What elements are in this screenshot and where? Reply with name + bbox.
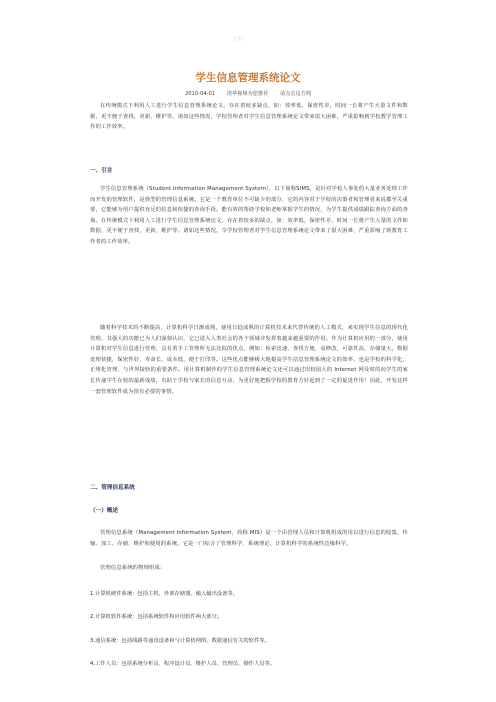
section2-paragraph-2: 管理信息系统的物理组成： (100, 565, 166, 571)
section2-para1-block (90, 528, 408, 549)
section1-paragraph-1: 学生信息管理系统（Student Information Management System），以下简称SIMS，是针对学校人事处的大量业务处理工作而开发的管理软件，是典型的管理信息系统。它是一个教育单位不可缺少的部分，它的内容对于学校的决策者和管理者来说都至关重要，它能够为用户提供充足的信息和快捷的查询手段。能有效的帮助学校和老师掌握学生的情况，为学生提供成绩跟踪查询方面的查询。在传统模式下利用人工进行学生信息管理系统论文，存在着较多的缺点，如：效率低，保密性差，时间一长将产生大量的文件和数据，更不便于查找，更新，维护等。诸如这些情况，令学校管理者对学生信息管理系统论文带来了很大困难，严重影响了到教育工作者的工作效率。 (90, 186, 408, 245)
list-item: 1.计算机硬件系统：包括主机、外部存储器、输入输出设备等。 (90, 591, 239, 597)
list-item: 3.通信系统：包括线路等通讯设备和与计算机网络、数据通信有关的软件等。 (90, 638, 270, 644)
intro-paragraph: 在传统模式下利用人工进行学生信息管理系统论文，存在着较多缺点，如：效率低，保密性差，时间一长将产生大量文件和数据，更不便于查找，更新，维护等。诸如这些情况，学校管理者对学生信息管理系统论文带来很大困难，严重影响到学校教学管理工作的工作效率。 (90, 103, 408, 131)
list-item: 2.计算机软件系统：包括系统软件和应用软件两大部分。 (90, 614, 223, 620)
section1-para1-block (90, 184, 408, 248)
section2-paragraph-1: 管理信息系统（Management Information System，简称 MIS）是一个由管理人员和计算机组成的用以进行信息的收集、传输、加工、存储、维护和使用的系统。它是一门综合了管理科学、系统理论、计算机科学的系统性边缘科学。 (90, 530, 408, 547)
section1-para2-block (90, 323, 408, 397)
section2-para2-block (90, 563, 408, 574)
watermark: 文档 (232, 36, 245, 43)
document-meta (0, 90, 496, 97)
section1-paragraph-2: 随着科学技术的不断提高，计算机科学日渐成熟，使用日趋成熟的计算机技术来代替传统的人工模式，来实现学生信息的现代化管理，其强大的功能已为人们深刻认识，它已进入人类社会的各个领域并发挥着越来越重要的作用。作为计算机应用的一部分，使用计算机对学生信息进行管理，具有着手工管理所无法比拟的优点，例如：检索迅速，查找方便，易修改，可靠性高，存储量大，数据处理快捷，保密性好，寿命长，成本低，便于打印等。这些优点能够极大地提高学生信息管理系统论文的效率，也是学校的科学化、正规化管理，与世界接轨的重要条件。用计算机制作的学生信息管理系统论文还可以通过出校园大的 Internet 网及时的向学生的家长传递学生在校的最新成绩，有助于学校与家长的信息互动，为更好地把握学校的教育方针起到了一定的促进作用！因此，开发这样一套管理软件成为很有必要的事情。 (90, 325, 408, 395)
meta-source: 清华视频为您推荐 (226, 91, 269, 97)
section1-heading: 一、引言 (90, 168, 113, 174)
section2-heading: 二、管理信息系统 (90, 485, 135, 491)
list-item: 4.工作人员：包括系统分析员、程序设计员、维护人员、管理员、操作人员等。 (90, 661, 276, 667)
meta-tag: 请点击这方网 (279, 91, 312, 97)
intro-paragraph-block (90, 101, 408, 133)
document-title: 学生信息管理系统论文 (195, 72, 301, 84)
section2-subheading: （一）概述 (90, 508, 118, 514)
meta-date: 2010-04-01 (184, 91, 216, 97)
